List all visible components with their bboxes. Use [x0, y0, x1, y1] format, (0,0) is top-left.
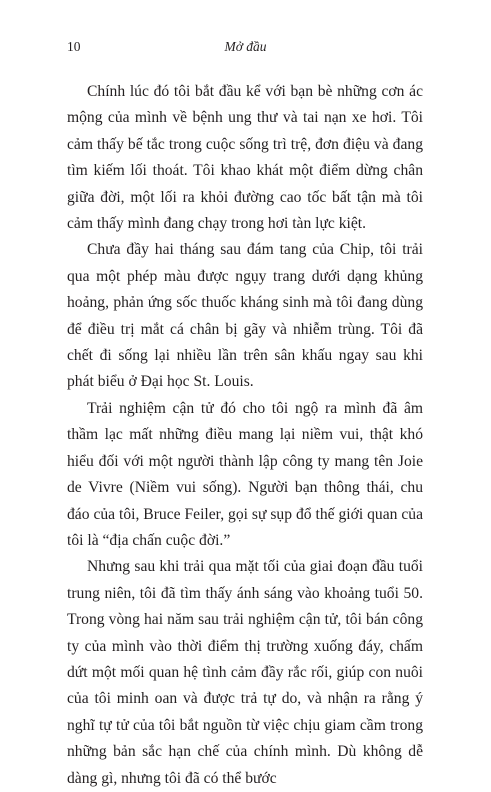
chapter-title: Mở đầu: [224, 39, 267, 54]
running-header: [67, 38, 424, 56]
paragraph: Chính lúc đó tôi bắt đầu kể với bạn bè những cơn ác mộng của mình về bệnh ung thư và tai nạn xe hơi. Tôi cảm thấy bế tắc trong cuộc sống trì trệ, đơn điệu và đang tìm kiếm lối thoát. Tôi khao khát một điểm dừng chân giữa đời, một lối ra khỏi đường cao tốc bất tận mà tôi cảm thấy mình đang chạy trong hơi tàn lực kiệt.: [67, 83, 423, 233]
paragraph: Nhưng sau khi trải qua mặt tối của giai đoạn đầu tuổi trung niên, tôi đã tìm thấy ánh sáng vào khoảng tuổi 50. Trong vòng hai năm sau trải nghiệm cận tử, tôi bán công ty của mình vào thời điểm thị trường xuống đáy, chấm dứt một mối quan hệ tình cảm đầy rắc rối, giúp con nuôi của tôi minh oan và được trả tự do, và nhận ra rằng ý nghĩ tự tử của tôi bắt nguồn từ việc chịu giam cầm trong những bản sắc hạn chế của chính mình. Dù không dễ dàng gì, nhưng tôi đã có thể bước: [67, 558, 423, 787]
body-text: [67, 79, 423, 792]
paragraph: Trải nghiệm cận tử đó cho tôi ngộ ra mình đã âm thầm lạc mất những điều mang lại niềm vui, thật khó hiểu đối với một người thành lập công ty mang tên Joie de Vivre (Niềm vui sống). Người bạn thông thái, chu đáo của tôi, Bruce Feiler, gọi sự sụp đổ thế giới quan của tôi là “địa chấn cuộc đời.”: [67, 399, 423, 549]
page-number: 10: [67, 39, 81, 54]
paragraph: Chưa đầy hai tháng sau đám tang của Chip, tôi trải qua một phép màu được ngụy trang dưới dạng khủng hoảng, phản ứng sốc thuốc kháng sinh mà tôi đang dùng để điều trị mắt cá chân bị gãy và nhiễm trùng. Tôi đã chết đi sống lại nhiều lần trên sân khấu ngay sau khi phát biểu ở Đại học St. Louis.: [67, 241, 423, 391]
